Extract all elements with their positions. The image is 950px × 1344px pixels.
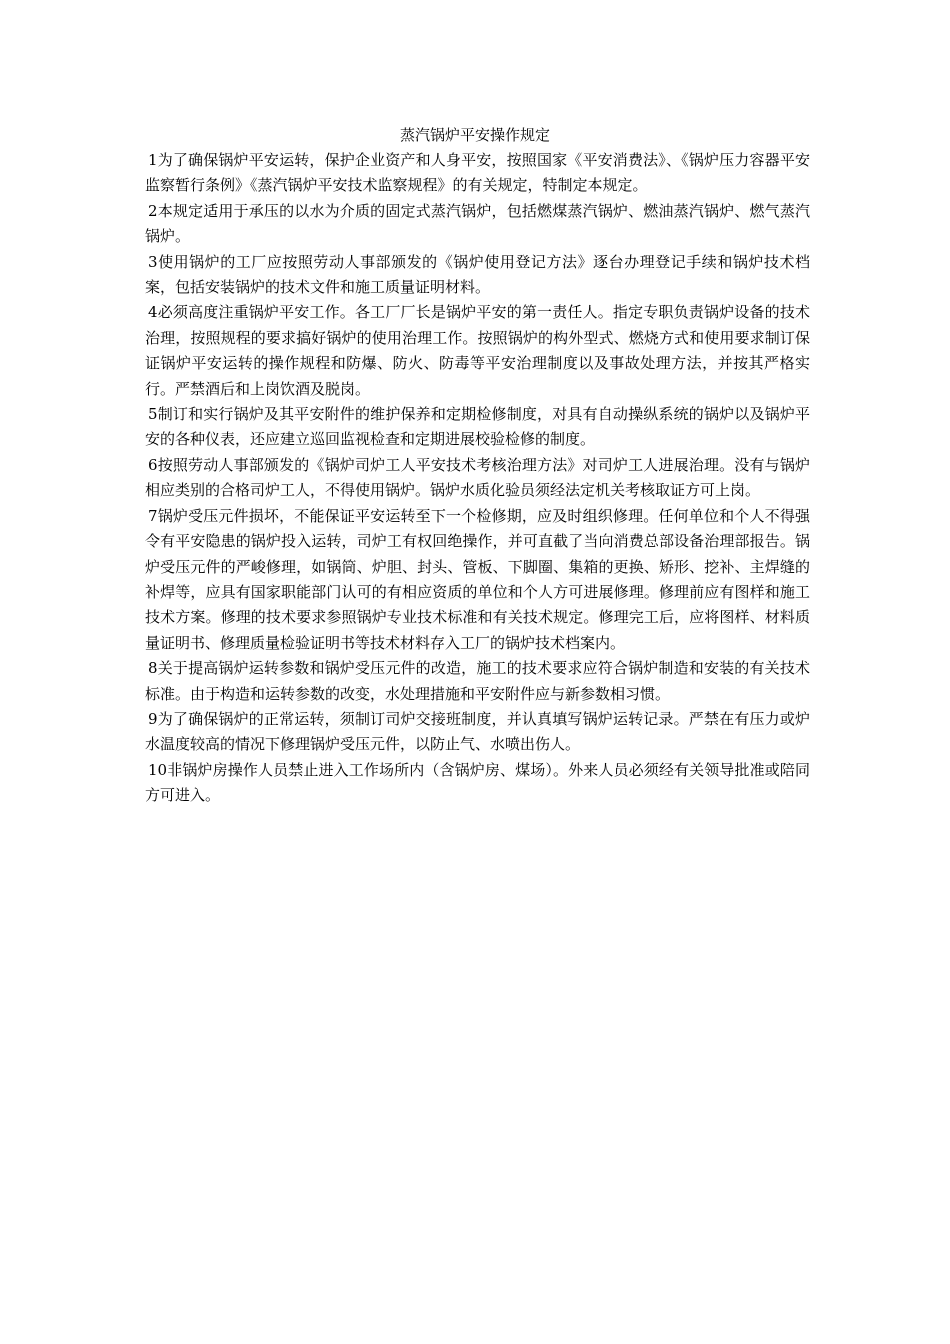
paragraph-number: 5 — [148, 405, 158, 424]
paragraph-text: 为了确保锅炉的正常运转，须制订司炉交接班制度，并认真填写锅炉运转记录。严禁在有压力或炉水温度较高的情况下修理锅炉受压元件，以防止气、水喷出伤人。 — [145, 709, 810, 754]
paragraph-text: 必须高度注重锅炉平安工作。各工厂厂长是锅炉平安的第一责任人。指定专职负责锅炉设备的技术治理，按照规程的要求搞好锅炉的使用治理工作。按照锅炉的构外型式、燃烧方式和使用要求制订保证锅炉平安运转的操作规程和防爆、防火、防毒等平安治理制度以及事故处理方法，并按其严格实行。严禁酒后和上岗饮酒及脱岗。 — [145, 303, 810, 398]
paragraph-number: 3 — [148, 252, 158, 271]
paragraph-2 — [145, 199, 810, 250]
paragraph-text: 关于提高锅炉运转参数和锅炉受压元件的改造，施工的技术要求应符合锅炉制造和安装的有关技术标准。由于构造和运转参数的改变，水处理措施和平安附件应与新参数相习惯。 — [145, 659, 810, 703]
paragraph-number: 8 — [148, 659, 158, 678]
paragraph-text: 为了确保锅炉平安运转，保护企业资产和人身平安，按照国家《平安消费法》、《锅炉压力容器平安监察暂行条例》《蒸汽锅炉平安技术监察规程》的有关规定，特制定本规定。 — [145, 151, 810, 195]
paragraph-1 — [145, 148, 810, 199]
paragraph-9 — [145, 707, 810, 758]
paragraph-number: 10 — [148, 760, 168, 779]
paragraph-10 — [145, 758, 810, 809]
paragraph-text: 锅炉受压元件损坏，不能保证平安运转至下一个检修期，应及时组织修理。任何单位和个人不得强令有平安隐患的锅炉投入运转，司炉工有权回绝操作，并可直截了当向消费总部设备治理部报告。锅炉受压元件的严峻修理，如锅筒、炉胆、封头、管板、下脚圈、集箱的更换、矫形、挖补、主焊缝的补焊等，应具有国家职能部门认可的有相应资质的单位和个人方可进展修理。修理前应有图样和施工技术方案。修理的技术要求参照锅炉专业技术标准和有关技术规定。修理完工后，应将图样、材料质量证明书、修理质量检验证明书等技术材料存入工厂的锅炉技术档案内。 — [145, 506, 810, 652]
paragraph-text: 使用锅炉的工厂应按照劳动人事部颁发的《锅炉使用登记方法》逐台办理登记手续和锅炉技术档案，包括安装锅炉的技术文件和施工质量证明材料。 — [145, 252, 810, 297]
paragraph-number: 6 — [148, 455, 158, 474]
paragraph-number: 4 — [148, 303, 158, 322]
paragraph-text: 非锅炉房操作人员禁止进入工作场所内（含锅炉房、煤场）。外来人员必须经有关领导批准或陪同方可进入。 — [145, 760, 810, 805]
paragraph-text: 按照劳动人事部颁发的《锅炉司炉工人平安技术考核治理方法》对司炉工人进展治理。没有与锅炉相应类别的合格司炉工人，不得使用锅炉。锅炉水质化验员须经法定机关考核取证方可上岗。 — [145, 455, 810, 500]
paragraph-8 — [145, 656, 810, 707]
document-title: 蒸汽锅炉平安操作规定 — [399, 126, 550, 144]
paragraph-7 — [145, 504, 810, 656]
paragraph-number: 2 — [148, 201, 158, 220]
paragraph-5 — [145, 402, 810, 453]
paragraph-number: 7 — [148, 506, 158, 525]
paragraph-number: 9 — [148, 709, 158, 728]
paragraph-text: 制订和实行锅炉及其平安附件的维护保养和定期检修制度，对具有自动操纵系统的锅炉以及锅炉平安的各种仪表，还应建立巡回监视检查和定期进展校验检修的制度。 — [145, 405, 810, 449]
document-body — [145, 148, 810, 809]
paragraph-number: 1 — [148, 151, 158, 169]
paragraph-text: 本规定适用于承压的以水为介质的固定式蒸汽锅炉，包括燃煤蒸汽锅炉、燃油蒸汽锅炉、燃气蒸汽锅炉。 — [145, 201, 810, 246]
paragraph-3 — [145, 250, 810, 301]
paragraph-4 — [145, 300, 810, 402]
paragraph-6 — [145, 453, 810, 504]
